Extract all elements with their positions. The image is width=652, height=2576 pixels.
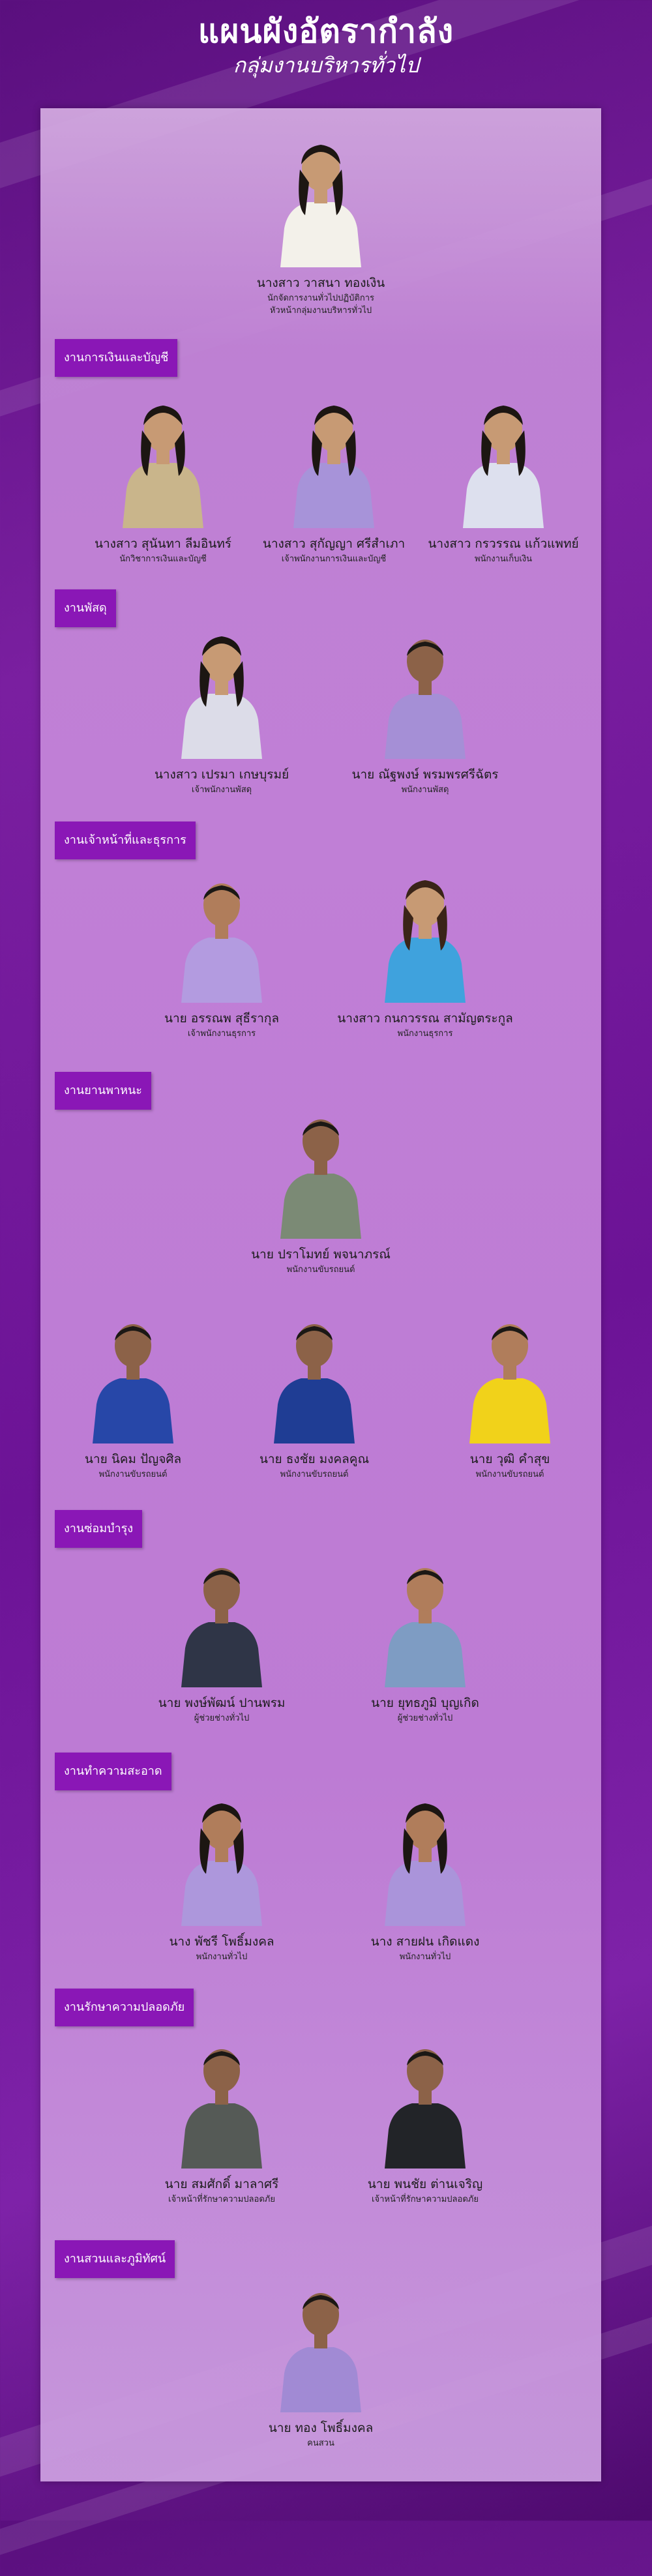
section-tag-cleaning: งานทำความสะอาด [55,1753,171,1790]
person-card [327,1550,523,1725]
person-silhouette-icon [366,1789,484,1926]
person-name: นาย พงษ์พัฒน์ ปานพรม [158,1696,286,1710]
person-silhouette-icon [262,1102,379,1239]
person-role: พนักงานขับรถยนต์ [286,1265,355,1275]
person-silhouette-icon [262,130,379,267]
section-tag-maintenance: งานซ่อมบำรุง [55,1510,142,1548]
person-photo [262,2275,379,2412]
person-photo [262,130,379,267]
person-silhouette-icon [163,1789,280,1926]
person-role-secondary: หัวหน้ากลุ่มงานบริหารทั่วไป [269,306,372,316]
section-tag-finance: งานการเงินและบัญชี [55,339,177,377]
person-photo [445,391,562,528]
person-name: นาย นิคม ปัญจศิล [84,1452,182,1466]
person-card [327,622,523,796]
person-name: นาย ณัฐพงษ์ พรมพรศรีฉัตร [351,767,499,782]
person-card [412,1307,608,1481]
person-role: พนักงานพัสดุ [401,785,449,795]
person-photo [366,866,484,1003]
person-name: นางสาว เปรมา เกษบุรมย์ [154,767,289,782]
person-card-head [223,130,419,317]
person-card [124,622,319,796]
person-card [124,866,319,1040]
person-name: นาย ธงชัย มงคลคูณ [259,1452,370,1466]
person-card [124,2032,319,2206]
person-name: นาง สายฝน เกิดแดง [370,1934,480,1949]
page-header [0,12,652,78]
person-photo [163,1550,280,1687]
person-name: นาย อรรณพ สุธีรากุล [164,1011,280,1026]
person-photo [256,1307,373,1443]
person-photo [163,1789,280,1926]
person-photo [163,622,280,759]
person-role: พนักงานธุรการ [397,1029,453,1039]
person-card [35,1307,231,1481]
person-name: นางสาว สุกัญญา ศรีสำเภา [262,537,406,551]
person-photo [366,1789,484,1926]
person-role: พนักงานขับรถยนต์ [98,1470,168,1479]
person-photo [451,1307,569,1443]
person-silhouette-icon [366,866,484,1003]
person-role: พนักงานทั่วไป [399,1952,451,1962]
person-silhouette-icon [451,1307,569,1443]
person-name: นาย ปราโมทย์ พจนาภรณ์ [251,1247,391,1262]
person-photo [74,1307,192,1443]
person-card [124,1789,319,1963]
org-chart-panel [40,108,601,2481]
person-name: นางสาว สุนันทา ลีมอินทร์ [94,537,231,551]
person-role: คนสวน [307,2438,334,2448]
person-name: นาง พัชรี โพธิ์มงคล [169,1934,274,1949]
person-card [223,2275,419,2450]
page-subtitle: กลุ่มงานบริหารทั่วไป [233,53,419,78]
person-photo [163,2032,280,2169]
section-tag-vehicles: งานยานพาหนะ [55,1072,151,1110]
person-silhouette-icon [163,2032,280,2169]
person-name: นางสาว กรวรรณ แก้วแพทย์ [428,537,579,551]
section-tag-security: งานรักษาความปลอดภัย [55,1989,194,2026]
person-card [236,391,432,565]
person-card [406,391,601,565]
person-role: เจ้าพนักงานการเงินและบัญชี [281,554,387,564]
person-silhouette-icon [163,866,280,1003]
person-name: นาย ทอง โพธิ์มงคล [268,2421,374,2435]
person-photo [366,2032,484,2169]
section-tag-garden: งานสวนและภูมิทัศน์ [55,2240,175,2278]
person-name: นาย ยุทธภูมิ บุญเกิด [371,1696,479,1710]
person-silhouette-icon [163,1550,280,1687]
person-name: นางสาว วาสนา ทองเงิน [256,276,385,290]
person-role: พนักงานขับรถยนต์ [280,1470,349,1479]
person-photo [163,866,280,1003]
person-card [65,391,261,565]
person-name: นาย วุฒิ คำสุข [469,1452,550,1466]
person-card [223,1102,419,1276]
person-role: พนักงานขับรถยนต์ [475,1470,544,1479]
person-role: พนักงานเก็บเงิน [474,554,533,564]
person-card [327,866,523,1040]
person-silhouette-icon [445,391,562,528]
person-silhouette-icon [163,622,280,759]
page-title: แผนผังอัตรากำลัง [198,12,454,50]
person-photo [262,1102,379,1239]
person-role: เจ้าหน้าที่รักษาความปลอดภัย [372,2195,479,2204]
person-silhouette-icon [256,1307,373,1443]
person-photo [275,391,393,528]
person-role: เจ้าหน้าที่รักษาความปลอดภัย [168,2195,275,2204]
person-role: เจ้าพนักงานธุรการ [187,1029,256,1039]
person-silhouette-icon [366,1550,484,1687]
person-role: พนักงานทั่วไป [196,1952,248,1962]
person-photo [104,391,222,528]
person-role: เจ้าพนักงานพัสดุ [191,785,252,795]
person-photo [366,1550,484,1687]
person-silhouette-icon [104,391,222,528]
person-role: ผู้ช่วยช่างทั่วไป [194,1713,250,1723]
person-card [124,1550,319,1725]
person-silhouette-icon [74,1307,192,1443]
person-silhouette-icon [366,622,484,759]
person-silhouette-icon [366,2032,484,2169]
person-silhouette-icon [262,2275,379,2412]
person-card [327,1789,523,1963]
section-tag-supplies: งานพัสดุ [55,589,116,627]
person-role: นักจัดการงานทั่วไปปฏิบัติการ [267,293,374,303]
person-role: นักวิชาการเงินและบัญชี [119,554,207,564]
person-silhouette-icon [275,391,393,528]
person-name: นาย พนชัย ต่านเจริญ [367,2177,483,2191]
person-card [216,1307,412,1481]
person-card [327,2032,523,2206]
person-name: นาย สมศักดิ์ มาลาศรี [164,2177,279,2191]
section-tag-admin: งานเจ้าหน้าที่และธุรการ [55,822,196,859]
person-name: นางสาว กนกวรรณ สามัญตระกูล [337,1011,513,1026]
person-role: ผู้ช่วยช่างทั่วไป [397,1713,453,1723]
person-photo [366,622,484,759]
